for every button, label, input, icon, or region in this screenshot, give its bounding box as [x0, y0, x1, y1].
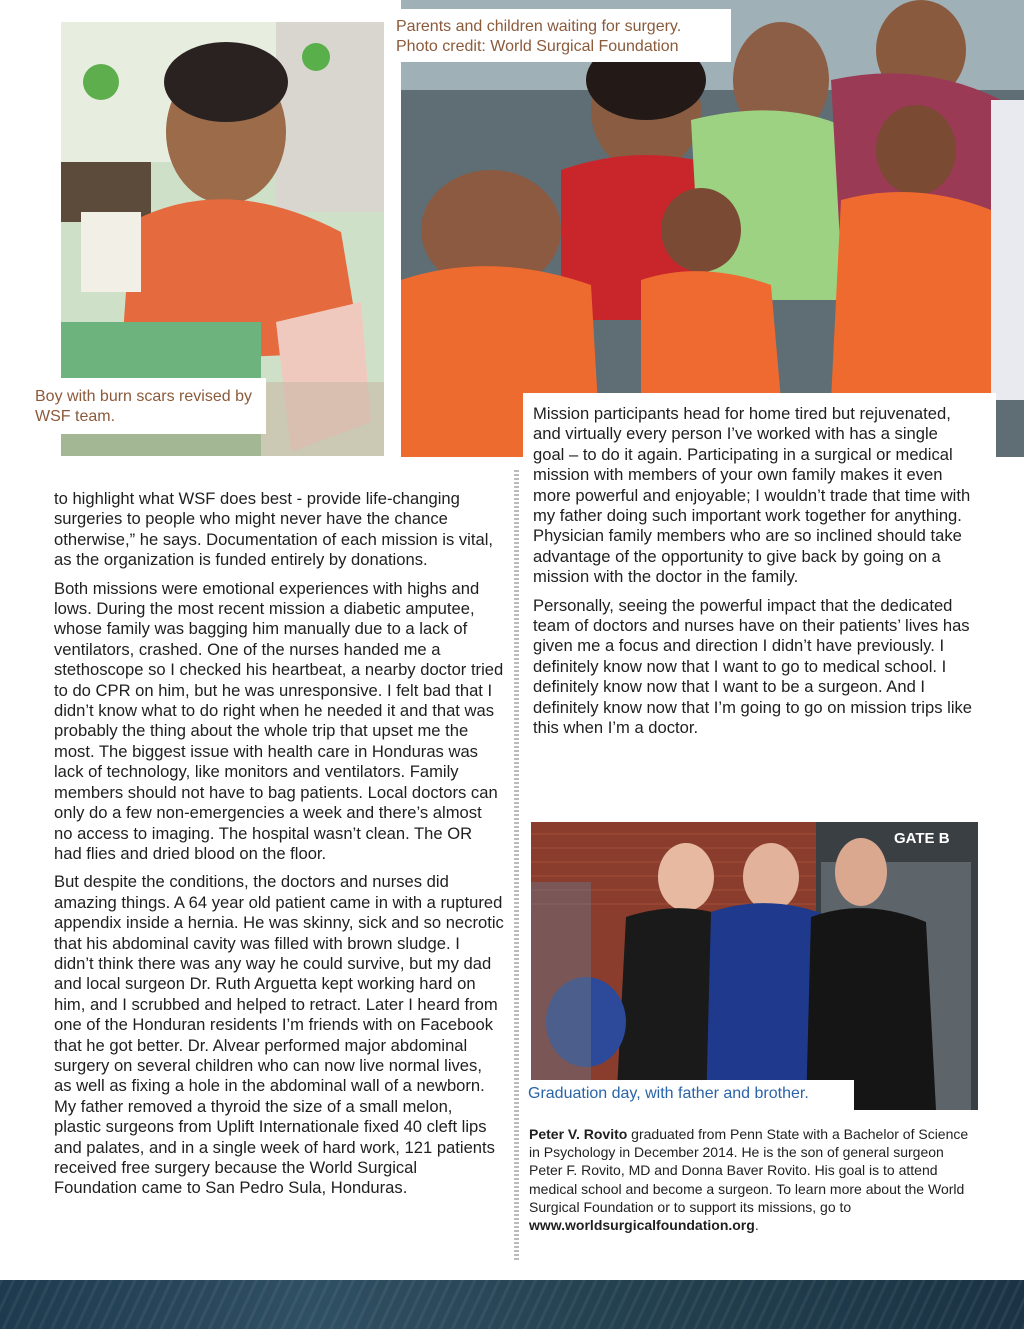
boy-photo-caption — [29, 378, 266, 434]
parents-photo-caption — [390, 9, 731, 62]
boy-caption-text: Boy with burn scars revised by WSF team. — [35, 388, 252, 425]
gate-sign: GATE B — [894, 830, 950, 847]
article-paragraph: Both missions were emotional experiences with highs and lows. During the most recent mission a diabetic amputee, whose family was bagging him manually due to a lack of ventilators, crashed. One of the nurses handed me a stethoscope so I checked his heartbeat, a nearby doctor tried to do CPR on him, but he was unresponsive. I felt bad that I didn’t know what to do right when he needed it and that was probably the thing about the whole trip that upset me the most. The biggest issue with health care in Honduras was lack of technology, like monitors and ventilators. Family members should not have to bag patients. Local doctors can only do a few non-emergencies a week and there’s almost no access to imaging. The hospital wasn’t clean. The OR had flies and dried blood on the floor. — [54, 578, 504, 863]
author-bio-text: graduated from Penn State with a Bachelor of Science in Psychology in December 2014. He is the son of general surgeon Peter F. Rovito, MD and Donna Baver Rovito. His goal is to attend medical school and become a surgeon. To learn more about the World Surgical Foundation or to support its missions, go to — [529, 1126, 969, 1215]
graduation-caption-text: Graduation day, with father and brother. — [528, 1085, 809, 1102]
article-paragraph: to highlight what WSF does best - provide life-changing surgeries to people who might never have the chance otherwise,” he says. Documentation of each mission is vital, as the organization is funded entirely by donations. — [54, 489, 494, 570]
parents-caption-line1: Parents and children waiting for surgery. — [396, 18, 682, 35]
parents-caption-line2: Photo credit: World Surgical Foundation — [396, 38, 679, 55]
article-paragraph: Mission participants head for home tired but rejuvenated, and virtually every person I’ve worked with has a single goal – to do it again. Participating in a surgical or medical mission with members of your own family makes it even more powerful and enjoyable; I wouldn’t trade that time with my father doing such important work together for anything. Physician family members who are so inclined should take advantage of the opportunity to give back by going on a mission with the doctor in the family. — [533, 404, 971, 587]
parents-children-photo — [401, 0, 1024, 457]
column-divider — [514, 470, 519, 1260]
article-column-left — [54, 489, 504, 1207]
author-name: Peter V. Rovito — [529, 1126, 628, 1142]
author-bio-end: . — [754, 1217, 759, 1234]
article-paragraph: Personally, seeing the powerful impact that the dedicated team of doctors and nurses have on their patients’ lives has given me a focus and direction I didn’t have previously. I definitely know now that I want to go to medical school. I definitely know now that I want to be a surgeon. And I definitely know now that I’m going to go on mission trips like this when I’m a doctor. — [533, 595, 973, 738]
article-paragraph: But despite the conditions, the doctors and nurses did amazing things. A 64 year old patient came in with a ruptured appendix inside a hernia. He was skinny, sick and so necrotic that his abdominal cavity was filled with brown sludge. I didn’t think there was any way he could survive, but my dad and local surgeon Dr. Ruth Arguetta kept working hard on him, and I scrubbed and helped to retract. Later I heard from one of the Honduran residents I’m friends with on Facebook that he got better. Dr. Alvear performed major abdominal surgery on several children who can now live normal lives, as well as fixing a hole in the abdominal wall of a newborn. My father removed a thyroid the size of a small melon, plastic surgeons from Uplift Internationale fixed 40 cleft lips and palates, and in a single week of hard work, 121 patients received free surgery because the World Surgical Foundation came to San Pedro Sula, Honduras. — [54, 872, 504, 1198]
graduation-photo — [531, 822, 978, 1110]
article-column-right — [533, 404, 973, 747]
author-bio — [529, 1125, 979, 1234]
page-footer-texture — [0, 1280, 1024, 1329]
graduation-photo-caption — [522, 1080, 854, 1110]
foundation-link[interactable]: www.worldsurgicalfoundation.org — [529, 1217, 755, 1234]
